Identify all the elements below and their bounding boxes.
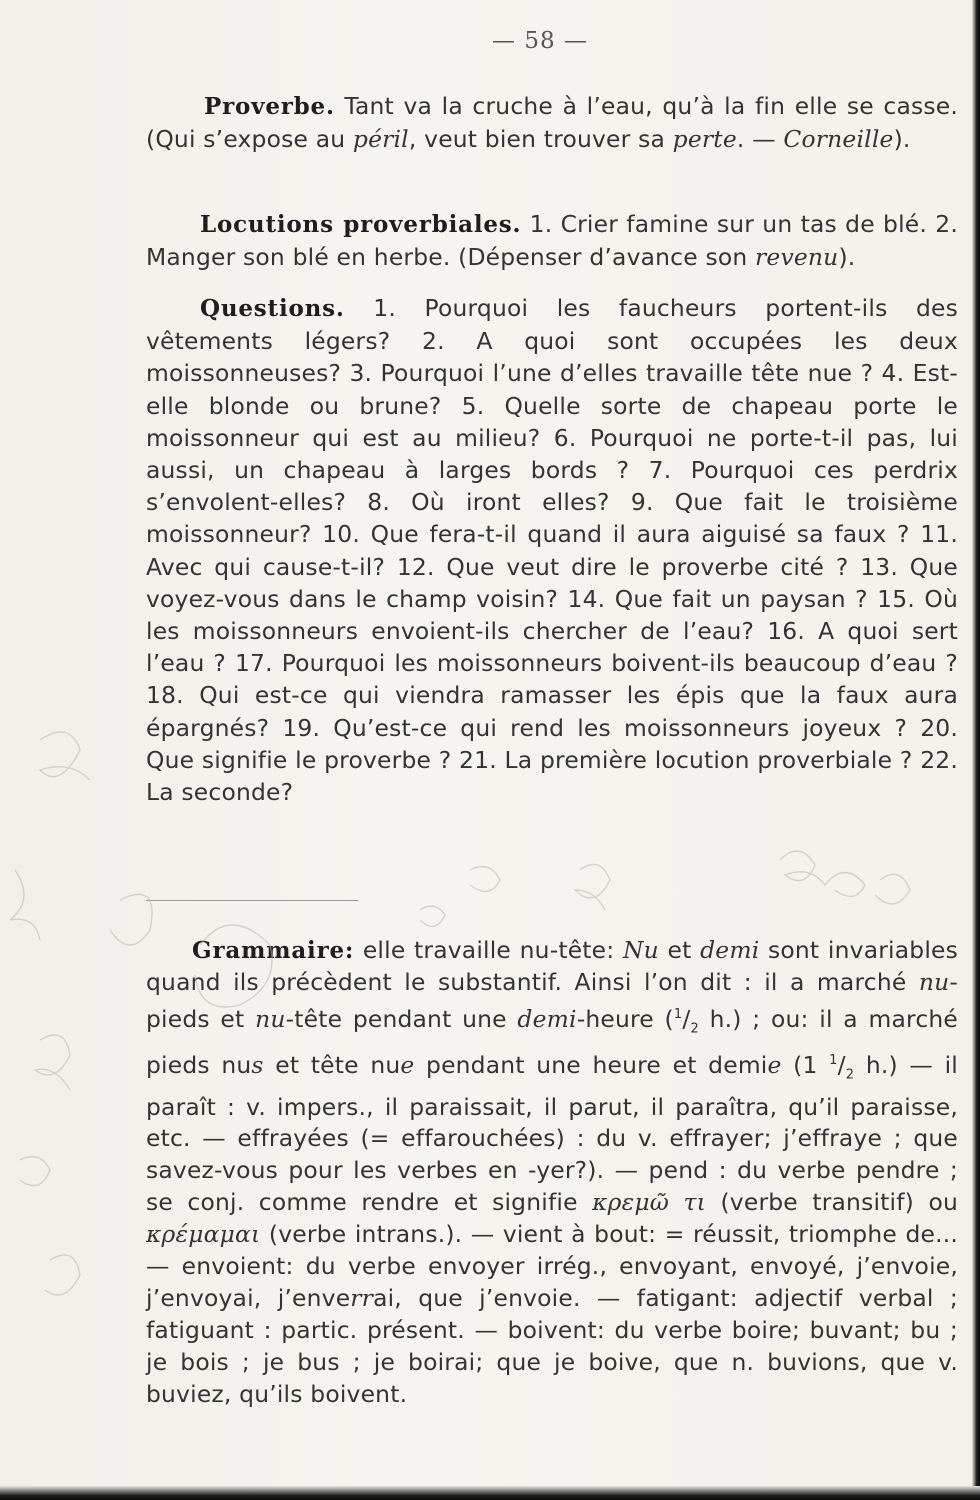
locutions-heading: Locutions proverbiales. <box>200 211 522 238</box>
locutions-paragraph: Locutions proverbiales. 1. Crier famine sur un tas de blé. 2. Manger son blé en herbe. (Dépenser d’avance son revenu). <box>146 210 958 272</box>
scribble-left-5 <box>45 1255 80 1295</box>
scribble-mid-3 <box>420 906 445 926</box>
grammaire-heading: Grammaire: <box>192 937 355 964</box>
scribble-mid-2 <box>575 864 610 910</box>
questions-heading: Questions. <box>200 295 345 322</box>
proverbe-heading: Proverbe. <box>204 93 335 120</box>
scribble-left-1 <box>40 732 90 780</box>
grammaire-paragraph: Grammaire: elle travaille nu-tête: Nu et demi sont invariables quand ils précèdent le substantif. Ainsi l’on dit : il a marché nu-pieds et nu-tête pendant une demi-heure ($^1/_2$ h.) ; ou: il a marché pieds nus et tête nue pendant une heure et demie (1 $^1/_2$ h.) — il paraît : v. impers., il paraissait, il parut, il paraîtra, qu’il paraisse, etc. — effrayées (= effarouchées) : du v. effrayer; j’effraye ; que savez-vous pour les verbes en -yer?). — pend : du verbe pendre ; se conj. comme rendre et signifie κρεμῶ τι (verbe transitif) ou κρέμαμαι (verbe intrans.). — vient à bout: = réussit, triomphe de... — envoient: du verbe envoyer irrég., envoyant, envoyé, j’envoie, j’envoyai, j’enverrai, que j’envoie. — fatigant: adjectif verbal ; fatiguant : partic. présent. — boivent: du verbe boire; buvant; bu ; je bois ; je bus ; je boirai; que je boive, que n. buvions, que v. buviez, qu’ils boivent. <box>146 936 958 1408</box>
scribble-right-2 <box>875 874 910 904</box>
scribble-right-1 <box>780 851 865 896</box>
proverbe-paragraph: Proverbe. Tant va la cruche à l’eau, qu’à la fin elle se casse. (Qui s’expose au péril, veut bien trouver sa perte. — Corneille). <box>146 92 958 154</box>
questions-paragraph: Questions. 1. Pourquoi les faucheurs portent-ils des vêtements légers? 2. A quoi sont occupées les deux moissonneuses? 3. Pourquoi l’une d’elles travaille tête nue ? 4. Est-elle blonde ou brune? 5. Quelle sorte de chapeau porte le moissonneur qui est au milieu? 6. Pourquoi ne porte-t-il pas, lui aussi, un chapeau à larges bords ? 7. Pourquoi ces perdrix s’envolent-elles? 8. Où iront elles? 9. Que fait le troisième moissonneur? 10. Que fera-t-il quand il aura aiguisé sa faux ? 11. Avec qui cause-t-il? 12. Que veut dire le proverbe cité ? 13. Que voyez-vous dans le champ voisin? 14. Que fait un paysan ? 15. Où les moissonneurs envoient-ils chercher de l’eau? 16. A quoi sert l’eau ? 17. Pourquoi les moissonneurs boivent-ils beaucoup d’eau ? 18. Qui est-ce qui viendra ramasser les épis que la faux aura épargnés? 19. Qu’est-ce qui rend les moissonneurs joyeux ? 20. Que signifie le proverbe ? 21. La première locution proverbiale ? 22. La seconde? <box>146 294 958 807</box>
scribble-left-3 <box>35 1035 70 1090</box>
scribble-left-2 <box>10 870 40 940</box>
scribble-mid-1 <box>470 867 500 892</box>
page-number: — 58 — <box>492 28 588 54</box>
page-right-edge <box>972 0 980 1500</box>
page-bottom-edge <box>0 1486 980 1500</box>
section-divider <box>146 900 358 901</box>
scribble-left-4 <box>20 1157 50 1186</box>
